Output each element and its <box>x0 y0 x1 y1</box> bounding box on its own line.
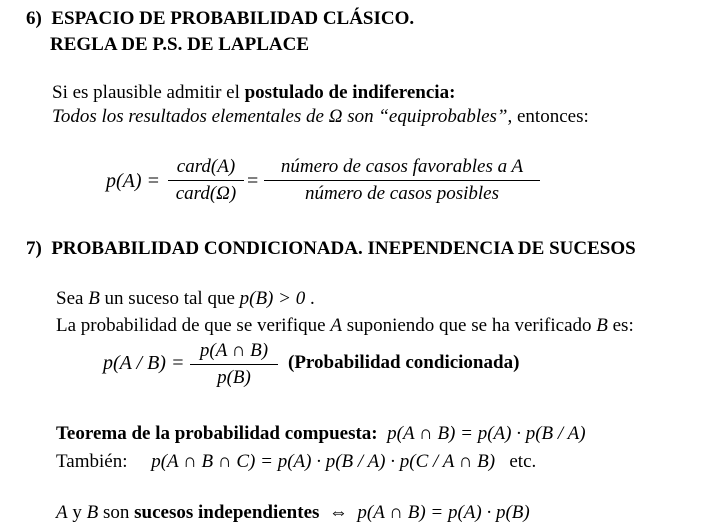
section-6-heading <box>26 8 414 30</box>
tambien-label: También: <box>56 451 128 472</box>
conditional-label: (Probabilidad condicionada) <box>288 352 520 373</box>
text-span: Sea <box>56 288 89 309</box>
equivalence-arrow-icon: ⇔ <box>328 502 348 523</box>
compound-probability-theorem <box>56 423 586 445</box>
event-B: B <box>88 288 100 309</box>
indifference-intro <box>52 82 455 104</box>
fraction-bar <box>168 180 244 181</box>
text-span: es: <box>607 315 634 336</box>
text-span: suponiendo que se ha verificado <box>341 315 597 336</box>
indifference-intro-text: Si es plausible admitir el <box>52 82 245 103</box>
section-7-title: PROBABILIDAD CONDICIONADA. INEPENDENCIA DE SUCESOS <box>51 238 636 259</box>
section-7-number: 7) <box>26 238 42 259</box>
extended-theorem-line <box>56 451 536 473</box>
independent-events-label: sucesos independientes <box>134 502 320 523</box>
laplace-lhs: p(A) = <box>106 170 161 192</box>
text-span: La probabilidad de que se verifique <box>56 315 331 336</box>
etc-text: etc. <box>509 451 537 472</box>
equiprobable-text: Todos los resultados elementales de Ω son “equiprobables” <box>52 106 508 127</box>
laplace-equals: = <box>247 170 259 192</box>
section-6-number: 6) <box>26 8 42 29</box>
indifference-postulate: postulado de indiferencia: <box>244 82 456 103</box>
laplace-card-denominator: card(Ω) <box>175 183 237 204</box>
laplace-card-numerator: card(A) <box>176 156 236 177</box>
text-span: un suceso tal que <box>99 288 240 309</box>
extended-formula: p(A ∩ B ∩ C) = p(A) · p(B / A) · p(C / A ∩ B) <box>151 451 496 472</box>
conditional-denominator: p(B) <box>217 367 251 388</box>
theorem-label: Teorema de la probabilidad compuesta: <box>56 423 378 444</box>
possible-cases-denominator: número de casos posibles <box>304 183 500 204</box>
equiprobable-tail: , entonces: <box>507 106 589 127</box>
section-6-title-line2: REGLA DE P.S. DE LAPLACE <box>50 34 310 55</box>
section-6-title-line1: ESPACIO DE PROBABILIDAD CLÁSICO. <box>51 8 415 29</box>
fraction-bar <box>264 180 540 181</box>
text-span: y <box>67 502 87 523</box>
pB-positive-math: p(B) > 0 <box>239 288 306 309</box>
event-A: A <box>56 502 68 523</box>
laplace-fraction-card <box>168 156 244 205</box>
section-7-heading <box>26 238 636 260</box>
laplace-fraction-cases <box>264 156 540 205</box>
fraction-bar <box>190 364 278 365</box>
independence-formula: p(A ∩ B) = p(A) · p(B) <box>357 502 530 523</box>
event-A: A <box>330 315 342 336</box>
favorable-cases-numerator: número de casos favorables a A <box>280 156 524 177</box>
theorem-formula: p(A ∩ B) = p(A) · p(B / A) <box>387 423 586 444</box>
independence-line <box>56 502 530 524</box>
conditional-numerator: p(A ∩ B) <box>199 340 269 361</box>
conditional-fraction <box>190 340 278 389</box>
text-span: . <box>305 288 315 309</box>
event-B: B <box>596 315 608 336</box>
condition-line <box>56 288 315 310</box>
conditional-lhs: p(A / B) = <box>103 352 185 374</box>
equiprobable-statement <box>52 106 589 128</box>
event-B: B <box>86 502 99 523</box>
conditional-definition-line <box>56 315 634 337</box>
text-span: son <box>98 502 135 523</box>
